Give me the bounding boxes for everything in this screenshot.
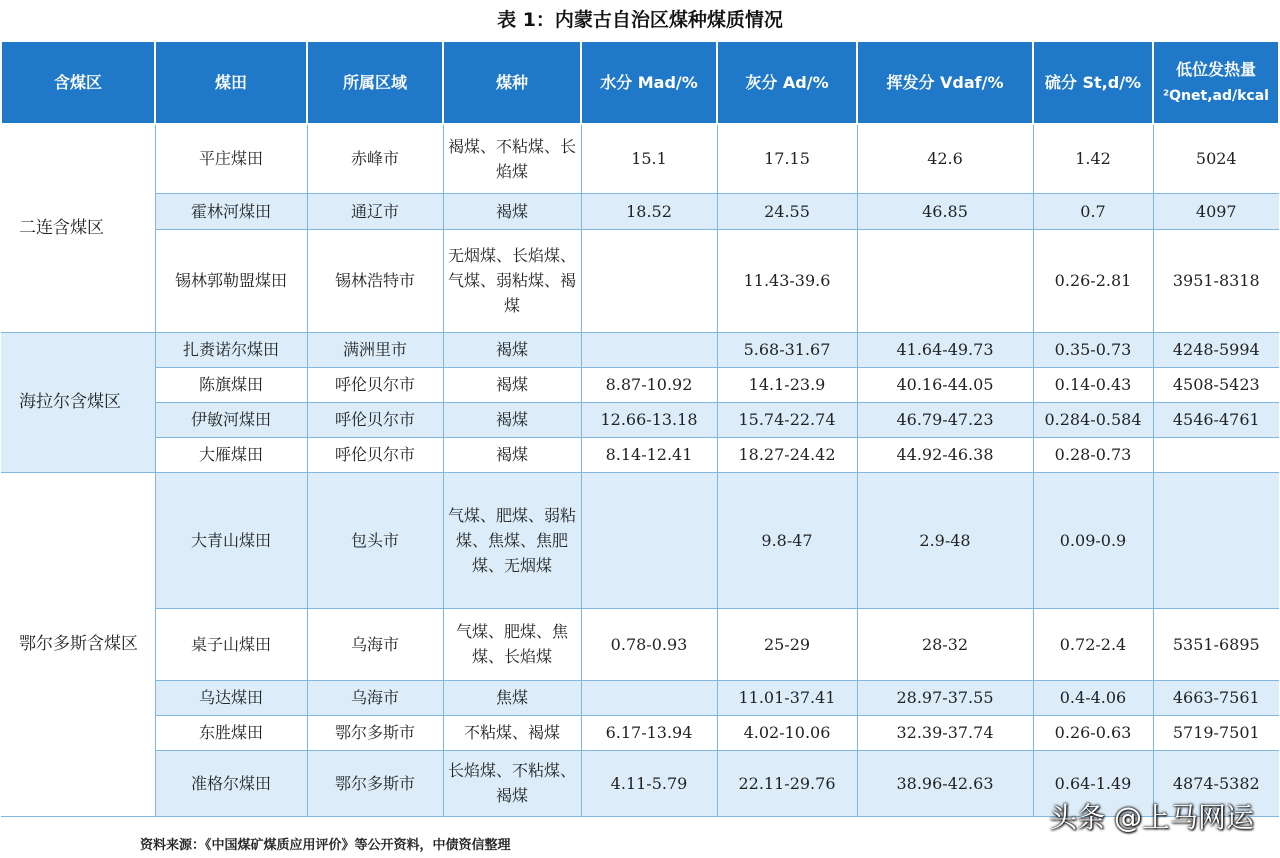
table-title: 表 1：内蒙古自治区煤种煤质情况 — [497, 9, 783, 31]
table-row — [1, 680, 1279, 715]
cell-field: 陈旗煤田 — [155, 367, 307, 402]
cell-sulfur: 0.4-4.06 — [1033, 680, 1153, 715]
cell-field: 准格尔煤田 — [155, 750, 307, 816]
cell-heat: 4546-4761 — [1153, 402, 1279, 437]
cell-moisture — [581, 680, 717, 715]
cell-region: 呼伦贝尔市 — [307, 437, 443, 472]
cell-ash: 18.27-24.42 — [717, 437, 857, 472]
table-row — [1, 332, 1279, 367]
cell-coal-type: 褐煤 — [443, 437, 581, 472]
cell-ash: 11.01-37.41 — [717, 680, 857, 715]
header-region: 所属区域 — [307, 41, 443, 124]
cell-heat — [1153, 437, 1279, 472]
cell-sulfur: 0.14-0.43 — [1033, 367, 1153, 402]
cell-coal-type: 气煤、肥煤、弱粘煤、焦煤、焦肥煤、无烟煤 — [443, 472, 581, 608]
cell-field: 扎赉诺尔煤田 — [155, 332, 307, 367]
cell-ash: 25-29 — [717, 608, 857, 680]
cell-volatile: 46.85 — [857, 193, 1033, 229]
zone-eerduosi: 鄂尔多斯含煤区 — [1, 472, 155, 816]
header-field: 煤田 — [155, 41, 307, 124]
cell-sulfur: 0.284-0.584 — [1033, 402, 1153, 437]
cell-sulfur: 0.7 — [1033, 193, 1153, 229]
cell-field: 东胜煤田 — [155, 715, 307, 750]
header-ash: 灰分 Ad/% — [717, 41, 857, 124]
header-row — [1, 41, 1279, 124]
cell-ash: 15.74-22.74 — [717, 402, 857, 437]
table-row — [1, 402, 1279, 437]
cell-sulfur: 0.26-2.81 — [1033, 229, 1153, 332]
cell-region: 通辽市 — [307, 193, 443, 229]
table-row — [1, 229, 1279, 332]
cell-ash: 5.68-31.67 — [717, 332, 857, 367]
cell-sulfur: 0.35-0.73 — [1033, 332, 1153, 367]
watermark: 头条 @上马网运 — [1049, 801, 1254, 834]
cell-sulfur: 0.64-1.49 — [1033, 750, 1153, 816]
header-sulfur: 硫分 St,d/% — [1033, 41, 1153, 124]
cell-moisture: 6.17-13.94 — [581, 715, 717, 750]
cell-moisture: 4.11-5.79 — [581, 750, 717, 816]
cell-heat: 4663-7561 — [1153, 680, 1279, 715]
cell-volatile: 41.64-49.73 — [857, 332, 1033, 367]
cell-volatile: 28-32 — [857, 608, 1033, 680]
cell-coal-type: 褐煤 — [443, 193, 581, 229]
header-heat-line2: ²Qnet,ad/kcal — [1163, 87, 1269, 104]
cell-volatile: 38.96-42.63 — [857, 750, 1033, 816]
cell-ash: 9.8-47 — [717, 472, 857, 608]
cell-field: 伊敏河煤田 — [155, 402, 307, 437]
cell-ash: 14.1-23.9 — [717, 367, 857, 402]
table-row — [1, 124, 1279, 193]
cell-region: 满洲里市 — [307, 332, 443, 367]
table-row — [1, 472, 1279, 608]
zone-hailaer: 海拉尔含煤区 — [1, 332, 155, 472]
cell-coal-type: 褐煤、不粘煤、长焰煤 — [443, 124, 581, 193]
cell-field: 桌子山煤田 — [155, 608, 307, 680]
cell-heat: 5024 — [1153, 124, 1279, 193]
cell-moisture: 18.52 — [581, 193, 717, 229]
cell-volatile: 42.6 — [857, 124, 1033, 193]
cell-ash: 11.43-39.6 — [717, 229, 857, 332]
cell-coal-type: 不粘煤、褐煤 — [443, 715, 581, 750]
cell-heat: 4508-5423 — [1153, 367, 1279, 402]
cell-moisture: 8.14-12.41 — [581, 437, 717, 472]
cell-moisture: 0.78-0.93 — [581, 608, 717, 680]
cell-region: 锡林浩特市 — [307, 229, 443, 332]
cell-coal-type: 无烟煤、长焰煤、气煤、弱粘煤、褐煤 — [443, 229, 581, 332]
cell-coal-type: 褐煤 — [443, 332, 581, 367]
cell-moisture — [581, 472, 717, 608]
cell-volatile: 40.16-44.05 — [857, 367, 1033, 402]
cell-field: 锡林郭勒盟煤田 — [155, 229, 307, 332]
zone-erlian: 二连含煤区 — [1, 124, 155, 332]
cell-field: 平庄煤田 — [155, 124, 307, 193]
cell-moisture: 8.87-10.92 — [581, 367, 717, 402]
cell-volatile — [857, 229, 1033, 332]
cell-heat — [1153, 472, 1279, 608]
cell-moisture — [581, 332, 717, 367]
header-coal-type: 煤种 — [443, 41, 581, 124]
cell-region: 呼伦贝尔市 — [307, 402, 443, 437]
cell-ash: 24.55 — [717, 193, 857, 229]
cell-region: 赤峰市 — [307, 124, 443, 193]
cell-ash: 22.11-29.76 — [717, 750, 857, 816]
cell-coal-type: 气煤、肥煤、焦煤、长焰煤 — [443, 608, 581, 680]
cell-heat: 3951-8318 — [1153, 229, 1279, 332]
cell-field: 大青山煤田 — [155, 472, 307, 608]
cell-moisture: 15.1 — [581, 124, 717, 193]
cell-heat: 4874-5382 — [1153, 750, 1279, 816]
table-row — [1, 193, 1279, 229]
cell-region: 乌海市 — [307, 680, 443, 715]
cell-sulfur: 1.42 — [1033, 124, 1153, 193]
cell-region: 鄂尔多斯市 — [307, 715, 443, 750]
cell-field: 霍林河煤田 — [155, 193, 307, 229]
cell-heat: 4248-5994 — [1153, 332, 1279, 367]
cell-sulfur: 0.72-2.4 — [1033, 608, 1153, 680]
table-row — [1, 367, 1279, 402]
cell-heat: 5719-7501 — [1153, 715, 1279, 750]
cell-region: 鄂尔多斯市 — [307, 750, 443, 816]
cell-heat: 5351-6895 — [1153, 608, 1279, 680]
cell-sulfur: 0.26-0.63 — [1033, 715, 1153, 750]
cell-ash: 4.02-10.06 — [717, 715, 857, 750]
cell-field: 乌达煤田 — [155, 680, 307, 715]
cell-coal-type: 焦煤 — [443, 680, 581, 715]
cell-region: 乌海市 — [307, 608, 443, 680]
cell-ash: 17.15 — [717, 124, 857, 193]
cell-coal-type: 褐煤 — [443, 402, 581, 437]
table-row — [1, 608, 1279, 680]
source-note: 资料来源：《中国煤矿煤质应用评价》等公开资料，中债资信整理 — [140, 838, 511, 853]
header-volatile: 挥发分 Vdaf/% — [857, 41, 1033, 124]
table-row — [1, 437, 1279, 472]
cell-field: 大雁煤田 — [155, 437, 307, 472]
cell-heat: 4097 — [1153, 193, 1279, 229]
cell-volatile: 2.9-48 — [857, 472, 1033, 608]
header-moisture: 水分 Mad/% — [581, 41, 717, 124]
cell-volatile: 46.79-47.23 — [857, 402, 1033, 437]
cell-volatile: 44.92-46.38 — [857, 437, 1033, 472]
header-heat — [1153, 41, 1279, 124]
cell-sulfur: 0.09-0.9 — [1033, 472, 1153, 608]
coal-quality-table — [0, 40, 1280, 817]
cell-moisture: 12.66-13.18 — [581, 402, 717, 437]
cell-coal-type: 长焰煤、不粘煤、褐煤 — [443, 750, 581, 816]
cell-coal-type: 褐煤 — [443, 367, 581, 402]
cell-region: 呼伦贝尔市 — [307, 367, 443, 402]
cell-volatile: 32.39-37.74 — [857, 715, 1033, 750]
table-row — [1, 715, 1279, 750]
header-zone: 含煤区 — [1, 41, 155, 124]
cell-region: 包头市 — [307, 472, 443, 608]
cell-sulfur: 0.28-0.73 — [1033, 437, 1153, 472]
cell-moisture — [581, 229, 717, 332]
cell-volatile: 28.97-37.55 — [857, 680, 1033, 715]
header-heat-line1: 低位发热量 — [1175, 59, 1256, 79]
